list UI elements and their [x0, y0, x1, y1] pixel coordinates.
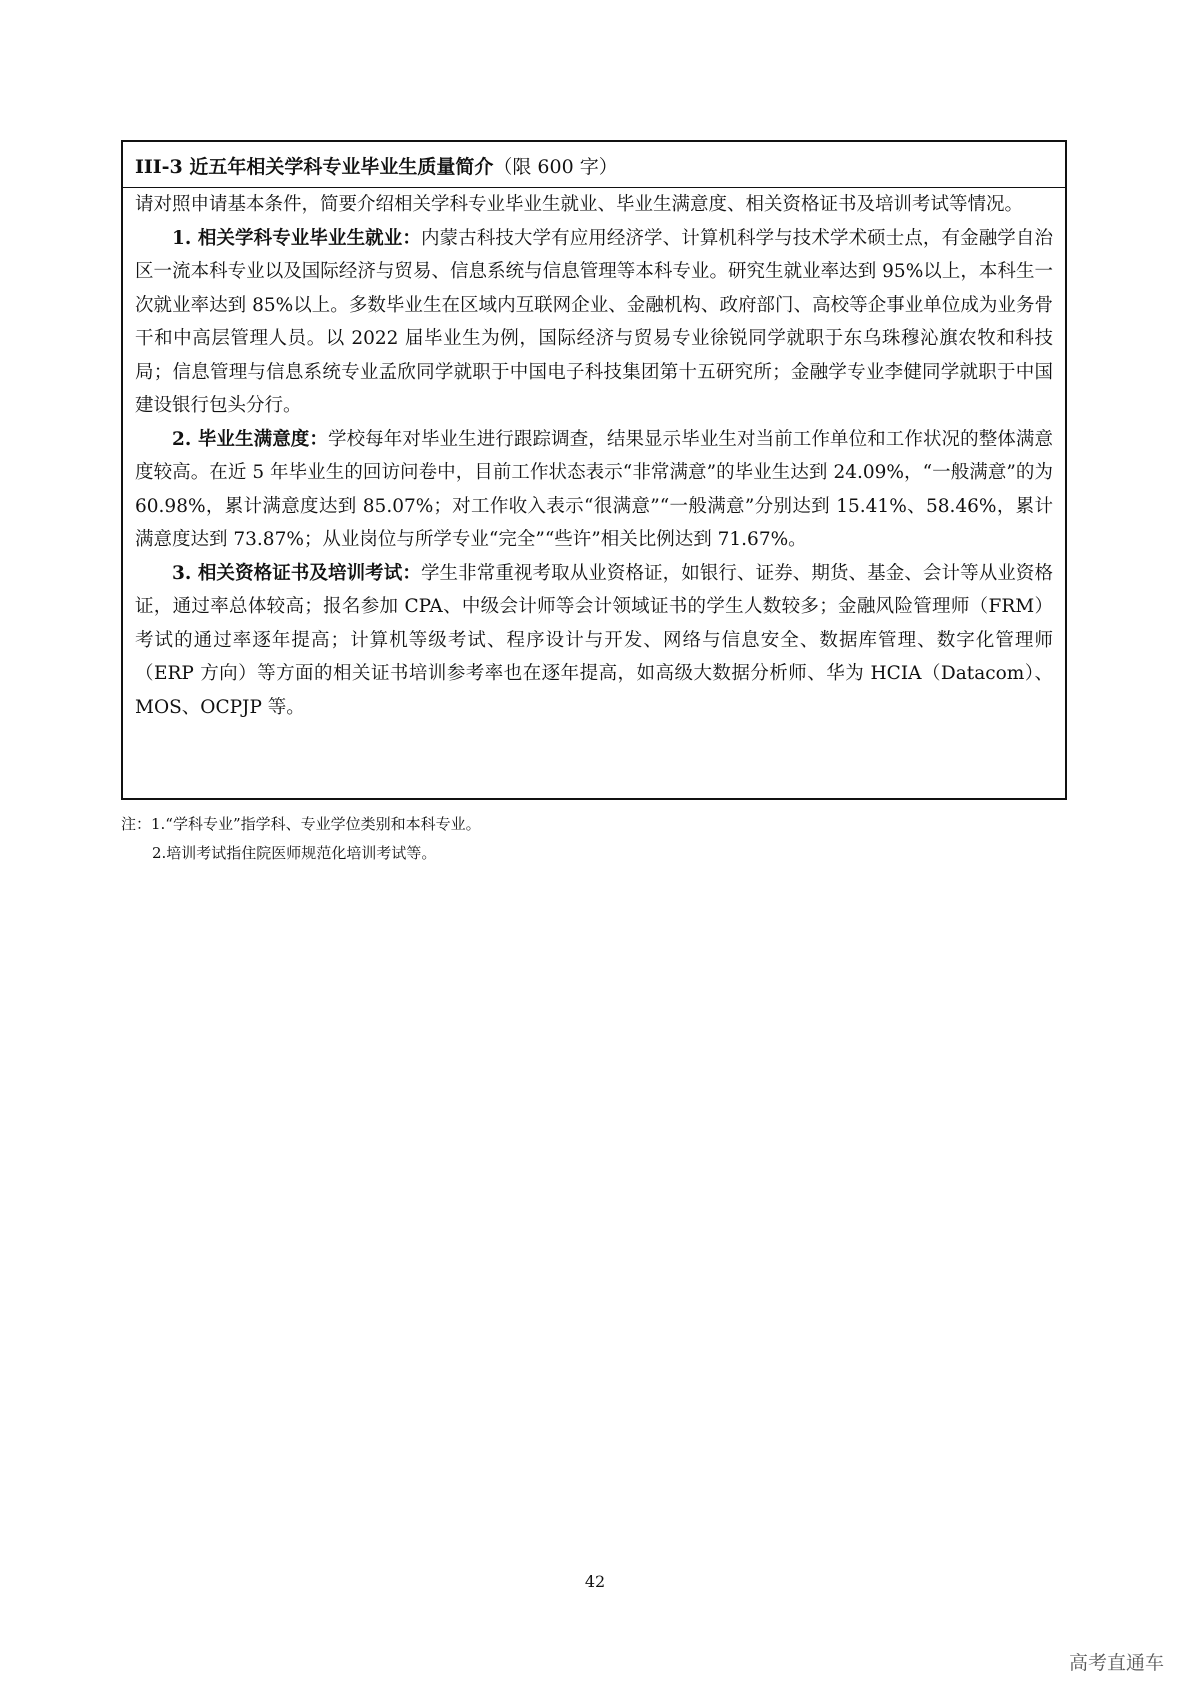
footnotes: [121, 810, 1067, 868]
section-title-limit: （限 600 字）: [493, 156, 618, 178]
paragraph-satisfaction: [135, 423, 1053, 557]
paragraph-heading: 1. 相关学科专业毕业生就业：: [172, 227, 421, 249]
watermark-text: 高考直通车: [1068, 1652, 1164, 1674]
paragraph-text: 学校每年对毕业生进行跟踪调查，结果显示毕业生对当前工作单位和工作状况的整体满意度较高。在近 5 年毕业生的回访问卷中，目前工作状态表示“非常满意”的毕业生达到 24.09%，“一般满意”的为 60.98%，累计满意度达到 85.07%；对工作收入表示“很满意”“一般满意”分别达到 15.41%、58.46%，累计满意度达到 73.87%；从业岗位与所学专业“完全”“些许”相关比例达到 71.67%。: [135, 428, 1053, 550]
section-body: [135, 188, 1053, 724]
section-title-main: III-3 近五年相关学科专业毕业生质量简介: [135, 156, 494, 178]
footnote-2: 2.培训考试指住院医师规范化培训考试等。: [152, 844, 437, 862]
paragraph-heading: 3. 相关资格证书及培训考试：: [172, 562, 421, 584]
paragraph-text: 学生非常重视考取从业资格证，如银行、证券、期货、基金、会计等从业资格证，通过率总体较高；报名参加 CPA、中级会计师等会计领域证书的学生人数较多；金融风险管理师（FRM）考试的通过率逐年提高；计算机等级考试、程序设计与开发、网络与信息安全、数据库管理、数字化管理师（ERP 方向）等方面的相关证书培训参考率也在逐年提高，如高级大数据分析师、华为 HCIA（Datacom）、MOS、OCPJP 等。: [135, 562, 1053, 718]
page-number: 42: [584, 1572, 606, 1591]
instruction-text: 请对照申请基本条件，简要介绍相关学科专业毕业生就业、毕业生满意度、相关资格证书及培训考试等情况。: [135, 194, 1024, 215]
paragraph-certificates: [135, 557, 1053, 725]
paragraph-employment: [135, 222, 1053, 423]
footnote-1: 注：1.“学科专业”指学科、专业学位类别和本科专业。: [121, 815, 481, 833]
quality-summary-box: [121, 140, 1067, 800]
section-title: [123, 142, 1065, 188]
paragraph-text: 内蒙古科技大学有应用经济学、计算机科学与技术学术硕士点，有金融学自治区一流本科专业以及国际经济与贸易、信息系统与信息管理等本科专业。研究生就业率达到 95%以上，本科生一次就业率达到 85%以上。多数毕业生在区域内互联网企业、金融机构、政府部门、高校等企事业单位成为业务骨干和中高层管理人员。以 2022 届毕业生为例，国际经济与贸易专业徐锐同学就职于东乌珠穆沁旗农牧和科技局；信息管理与信息系统专业孟欣同学就职于中国电子科技集团第十五研究所；金融学专业李健同学就职于中国建设银行包头分行。: [135, 227, 1053, 416]
paragraph-heading: 2. 毕业生满意度：: [172, 428, 328, 450]
